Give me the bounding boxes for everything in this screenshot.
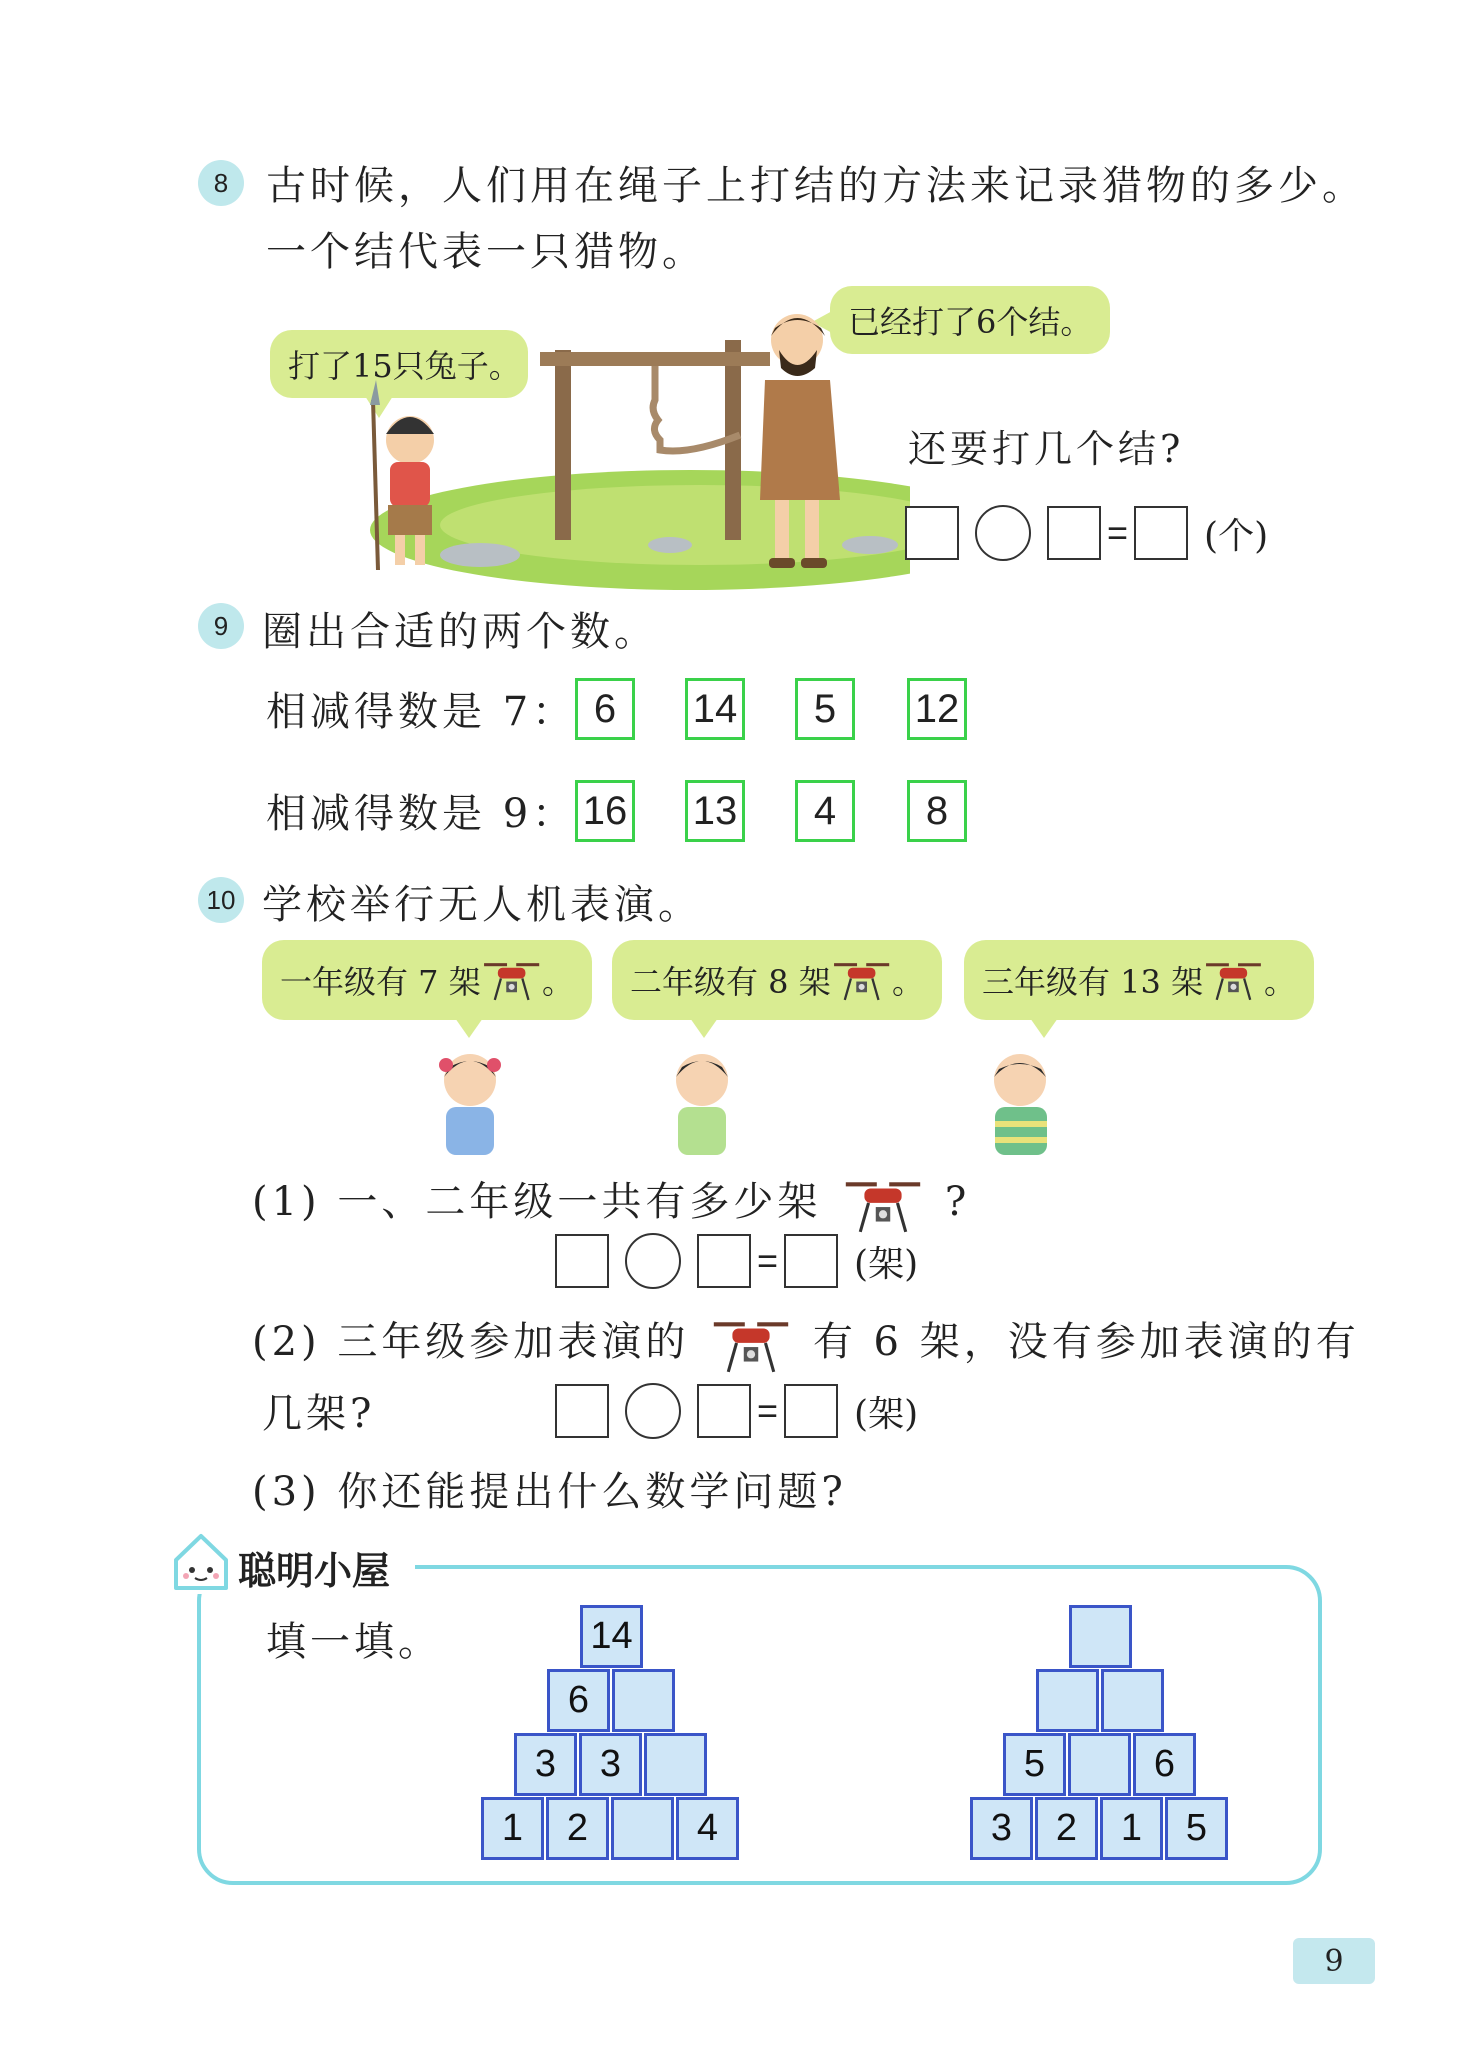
pyramid-cell[interactable]: 14	[580, 1605, 643, 1668]
pyramid-cell[interactable]	[644, 1733, 707, 1796]
number-choice[interactable]: 6	[575, 678, 635, 740]
pyramid-cell[interactable]	[611, 1797, 674, 1860]
sub1-text: (1) 一、二年级一共有多少架	[252, 1179, 822, 1225]
pyramid-cell[interactable]: 3	[970, 1797, 1033, 1860]
q8-text-line1: 古时候，人们用在绳子上打结的方法来记录猎物的多少。	[266, 163, 1366, 209]
smart-house-instruction: 填一填。	[266, 1619, 442, 1665]
number-choice[interactable]: 14	[685, 678, 745, 740]
number-choice[interactable]: 12	[907, 678, 967, 740]
drone-icon	[1203, 950, 1264, 1010]
sub-question-1	[252, 1170, 970, 1236]
answer-box-1[interactable]	[905, 506, 959, 560]
bubble-grade2	[612, 940, 942, 1020]
bubble-boy-text: 打了15只兔子。	[288, 347, 521, 385]
sub2-text-end: 有 6 架，没有参加表演的有	[812, 1319, 1360, 1365]
pyramid-cell[interactable]: 2	[546, 1797, 609, 1860]
pyramid-cell[interactable]	[1068, 1733, 1131, 1796]
bubble-tail	[455, 1018, 483, 1038]
operator-circle[interactable]	[625, 1233, 681, 1289]
pyramid-cell[interactable]: 5	[1165, 1797, 1228, 1860]
house-icon	[168, 1530, 234, 1594]
pyramid-cell[interactable]	[1069, 1605, 1132, 1668]
q9-row2-label: 相减得数是 9：	[266, 791, 577, 837]
pyramid-cell[interactable]: 6	[1133, 1733, 1196, 1796]
answer-box-2[interactable]	[697, 1384, 751, 1438]
drone-icon	[481, 950, 542, 1010]
girl-avatar	[430, 1045, 510, 1155]
stone-1	[440, 543, 520, 567]
pyramid-cell[interactable]: 1	[1100, 1797, 1163, 1860]
answer-box-result[interactable]	[784, 1384, 838, 1438]
q8-text-line2: 一个结代表一只猎物。	[266, 229, 706, 275]
drone-icon	[706, 1314, 796, 1376]
drone-icon	[831, 950, 892, 1010]
unit-label: (个)	[1204, 515, 1269, 557]
number-choice[interactable]: 8	[907, 780, 967, 842]
sub1-end: ?	[944, 1179, 971, 1225]
number-choice[interactable]: 5	[795, 678, 855, 740]
q8-equation	[905, 505, 1268, 561]
pyramid-cell[interactable]: 4	[676, 1797, 739, 1860]
answer-box-result[interactable]	[1134, 506, 1188, 560]
sub-question-2	[252, 1310, 1360, 1376]
question-number-9: 9	[198, 603, 244, 649]
bubble-grade1-end: 。	[541, 963, 574, 1001]
unit-label: (架)	[854, 1243, 919, 1285]
number-choice[interactable]: 4	[795, 780, 855, 842]
answer-box-2[interactable]	[697, 1234, 751, 1288]
boy-avatar	[975, 1045, 1065, 1155]
q8-question: 还要打几个结?	[908, 427, 1185, 471]
operator-circle[interactable]	[975, 505, 1031, 561]
bubble-grade3-text: 三年级有 13 架	[982, 963, 1204, 1001]
sub-question-3: (3) 你还能提出什么数学问题?	[252, 1469, 847, 1515]
bubble-grade1-text: 一年级有 7 架	[280, 963, 481, 1001]
answer-box-result[interactable]	[784, 1234, 838, 1288]
drone-icon	[838, 1174, 928, 1236]
bubble-grade3-end: 。	[1263, 963, 1296, 1001]
answer-box-1[interactable]	[555, 1384, 609, 1438]
pyramid-cell[interactable]	[1036, 1669, 1099, 1732]
number-choice[interactable]: 13	[685, 780, 745, 842]
girl2-avatar	[662, 1045, 742, 1155]
pyramid-cell[interactable]: 3	[579, 1733, 642, 1796]
bubble-grade2-end: 。	[891, 963, 924, 1001]
smart-house-title: 聪明小屋	[238, 1551, 391, 1593]
wood-post-left	[555, 350, 571, 540]
pyramid-cell[interactable]: 5	[1003, 1733, 1066, 1796]
bubble-grade1	[262, 940, 592, 1020]
equals-sign: =	[1107, 512, 1129, 553]
number-choice[interactable]: 16	[575, 780, 635, 842]
equals-sign: =	[757, 1390, 779, 1431]
page-number: 9	[1293, 1938, 1375, 1984]
sub1-equation	[555, 1233, 918, 1289]
sub2-text: (2) 三年级参加表演的	[252, 1319, 690, 1365]
pyramid-cell[interactable]: 1	[481, 1797, 544, 1860]
pyramid-cell[interactable]: 2	[1035, 1797, 1098, 1860]
pyramid-cell[interactable]	[1101, 1669, 1164, 1732]
bubble-grade2-text: 二年级有 8 架	[630, 963, 831, 1001]
question-number-10: 10	[198, 877, 244, 923]
bubble-grade3	[964, 940, 1314, 1020]
bubble-man-text: 已经打了6个结。	[848, 303, 1093, 341]
q10-title: 学校举行无人机表演。	[262, 882, 702, 928]
question-number-8: 8	[198, 160, 244, 206]
stone-2	[648, 537, 692, 553]
bubble-tail	[1030, 1018, 1058, 1038]
answer-box-2[interactable]	[1047, 506, 1101, 560]
sub2-equation	[555, 1383, 918, 1439]
unit-label: (架)	[854, 1393, 919, 1435]
answer-box-1[interactable]	[555, 1234, 609, 1288]
pyramid-cell[interactable]: 3	[514, 1733, 577, 1796]
man-illustration	[735, 300, 865, 580]
q9-row1-label: 相减得数是 7：	[266, 689, 577, 735]
pyramid-cell[interactable]	[612, 1669, 675, 1732]
pyramid-cell[interactable]: 6	[547, 1669, 610, 1732]
equals-sign: =	[757, 1240, 779, 1281]
q9-title: 圈出合适的两个数。	[262, 609, 658, 655]
bubble-tail	[690, 1018, 718, 1038]
operator-circle[interactable]	[625, 1383, 681, 1439]
sub2-line2: 几架?	[262, 1391, 376, 1437]
